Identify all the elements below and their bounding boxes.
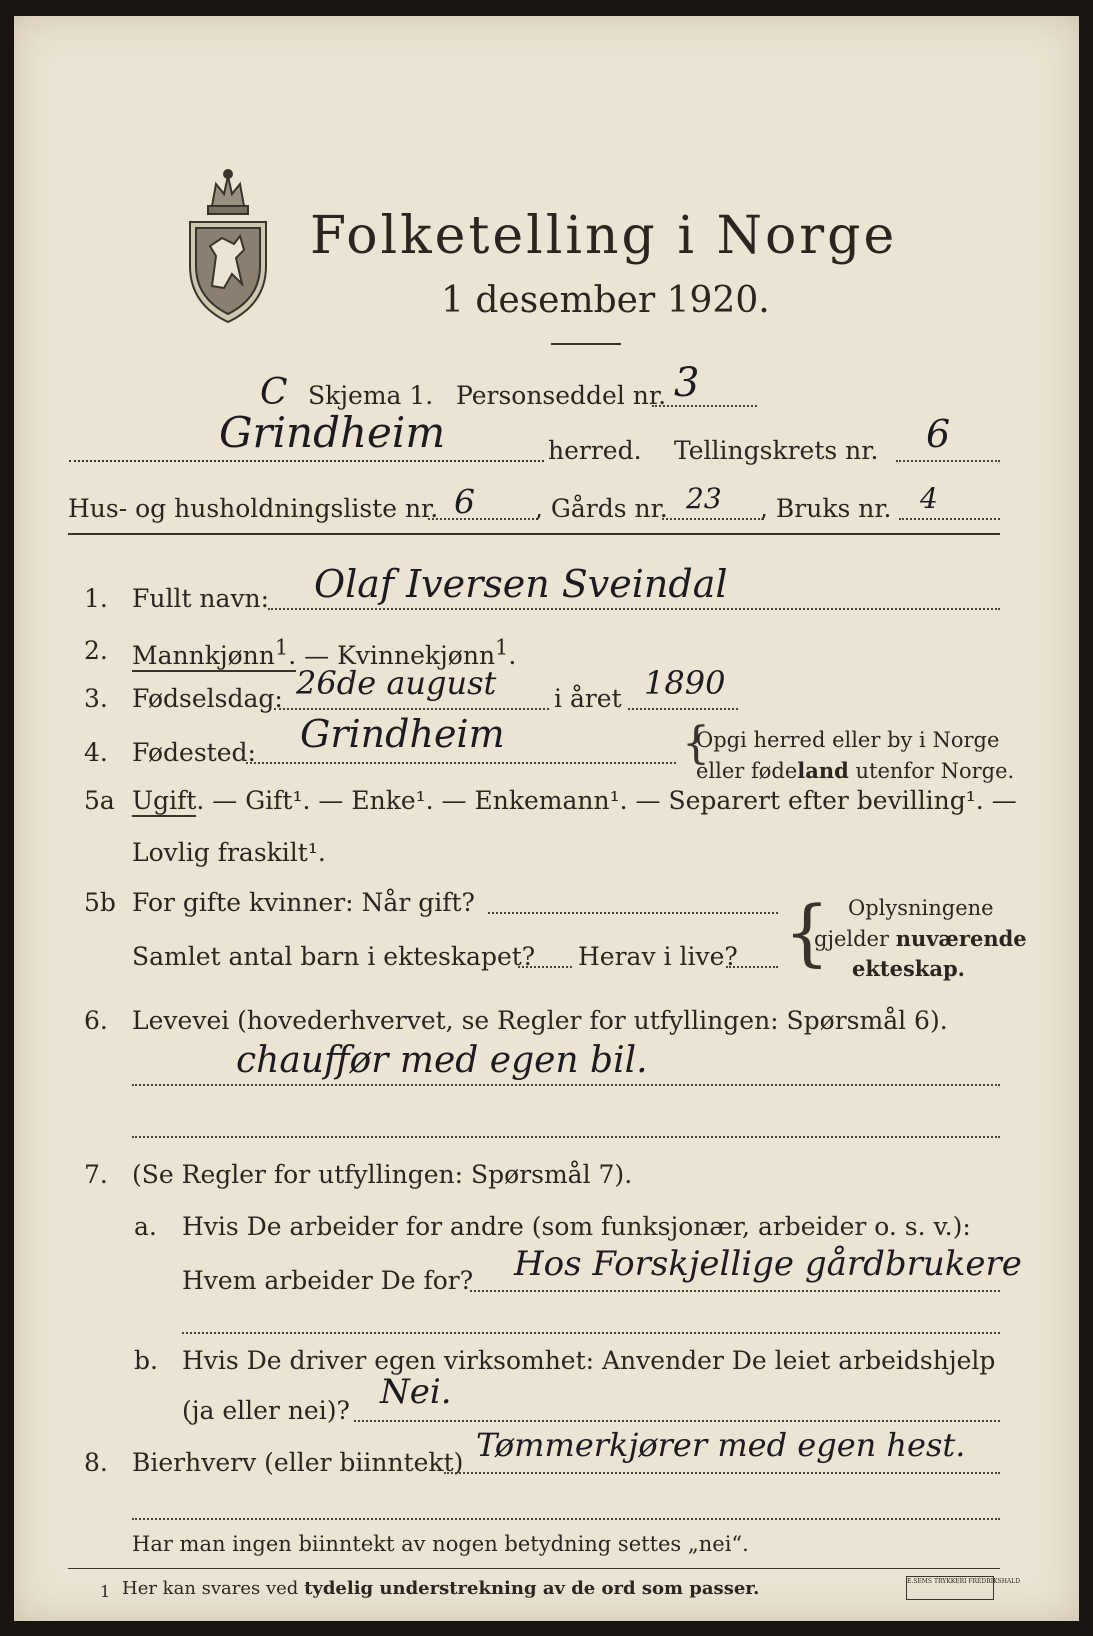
skjema-label: Skjema 1. xyxy=(308,381,434,410)
q5b-line2: Samlet antal barn i ekteskapet? xyxy=(132,942,536,971)
q1-fullname-value: Olaf Iversen Sveindal xyxy=(314,562,728,606)
herred-label: herred. xyxy=(548,436,642,465)
q3-label: Fødselsdag: xyxy=(132,684,283,713)
q1-number: 1. xyxy=(84,584,108,613)
footnote-number: 1 xyxy=(100,1582,111,1601)
footer-divider xyxy=(68,1568,1000,1569)
q4-birthplace-value: Grindheim xyxy=(300,712,505,756)
footnote-text: Her kan svares ved tydelig understrekning av de ord som passer. xyxy=(122,1578,760,1599)
q4-note-line2: eller fødeland utenfor Norge. xyxy=(696,758,1015,783)
census-form xyxy=(14,16,1079,1621)
q7a-line2: Hvem arbeider De for? xyxy=(182,1266,474,1295)
title-divider xyxy=(551,343,621,345)
q4-number: 4. xyxy=(84,738,108,767)
personseddel-value: 3 xyxy=(674,360,700,406)
q5a-line1: Ugift. — Gift¹. — Enke¹. — Enkemann¹. — Separert efter bevilling¹. — xyxy=(132,786,1017,815)
q6-number: 6. xyxy=(84,1006,108,1035)
q5b-herav: Herav i live? xyxy=(578,942,738,971)
coat-of-arms-icon xyxy=(182,166,274,326)
kvinnekjonn-option: Kvinnekjønn$^1$. xyxy=(337,636,517,671)
q8-label: Bierhverv (eller biinntekt) xyxy=(132,1448,464,1477)
q6-label: Levevei (hovederhvervet, se Regler for utfyllingen: Spørsmål 6). xyxy=(132,1006,948,1035)
q3-year-value: 1890 xyxy=(644,664,726,702)
q6-occupation-value: chauffør med egen bil. xyxy=(236,1040,648,1081)
q7a-letter: a. xyxy=(134,1212,157,1241)
q3-birthday-value: 26de august xyxy=(296,664,497,702)
form-title: Folketelling i Norge xyxy=(310,206,898,266)
q3-aaret-label: i året xyxy=(554,684,622,713)
q7b-line2: (ja eller nei)? xyxy=(182,1396,350,1425)
q7b-line1: Hvis De driver egen virksomhet: Anvender De leiet arbeidshjelp xyxy=(182,1346,996,1375)
q5b-note3: ekteskap. xyxy=(852,956,965,981)
q8-number: 8. xyxy=(84,1448,108,1477)
herred-value: Grindheim xyxy=(219,408,446,457)
q7-label: (Se Regler for utfyllingen: Spørsmål 7). xyxy=(132,1160,633,1189)
header-divider xyxy=(68,533,1000,535)
hus-label: Hus- og husholdningsliste nr. xyxy=(68,494,439,523)
q7b-letter: b. xyxy=(134,1346,158,1375)
gards-label: , Gårds nr. xyxy=(535,494,668,523)
q4-brace: { xyxy=(682,718,710,769)
q1-label: Fullt navn: xyxy=(132,584,270,613)
q5b-note2: gjelder nuværende xyxy=(814,926,1027,951)
q8-side-income-value: Tømmerkjører med egen hest. xyxy=(476,1426,966,1464)
footer-note: Har man ingen biinntekt av nogen betydning settes „nei“. xyxy=(132,1532,749,1556)
printer-stamp: E.SEMS TRYKKERI FREDRIKSHALD xyxy=(906,1576,994,1600)
scribble-mark: C xyxy=(260,372,288,413)
q7-number: 7. xyxy=(84,1160,108,1189)
ugift-option-underlined: Ugift xyxy=(132,786,197,815)
q3-number: 3. xyxy=(84,684,108,713)
q4-note-line1: Opgi herred eller by i Norge xyxy=(696,728,1000,752)
q7a-employer-value: Hos Forskjellige gårdbrukere xyxy=(514,1244,1022,1284)
hus-value: 6 xyxy=(454,482,475,521)
census-date: 1 desember 1920. xyxy=(441,280,770,321)
q5b-number: 5b xyxy=(84,888,116,917)
personseddel-label: Personseddel nr. xyxy=(456,381,667,410)
q2-line: Mannkjønn$^1$. — Kvinnekjønn$^1$. xyxy=(132,636,517,671)
q5a-number: 5a xyxy=(84,786,115,815)
q4-label: Fødested: xyxy=(132,738,256,767)
tellingskrets-value: 6 xyxy=(926,412,951,456)
q2-number: 2. xyxy=(84,636,108,665)
bruks-value: 4 xyxy=(920,482,938,515)
q7a-line1: Hvis De arbeider for andre (som funksjonær, arbeider o. s. v.): xyxy=(182,1212,971,1241)
tellingskrets-label: Tellingskrets nr. xyxy=(674,436,879,465)
bruks-label: , Bruks nr. xyxy=(760,494,892,523)
q5b-brace: { xyxy=(784,890,830,974)
q5b-line1: For gifte kvinner: Når gift? xyxy=(132,888,475,917)
q5a-line2: Lovlig fraskilt¹. xyxy=(132,838,326,867)
gards-value: 23 xyxy=(686,482,722,515)
q7b-answer-value: Nei. xyxy=(380,1372,452,1412)
q5b-note1: Oplysningene xyxy=(848,896,994,920)
mannkjonn-option-underlined: Mannkjønn$^1$. xyxy=(132,636,297,671)
